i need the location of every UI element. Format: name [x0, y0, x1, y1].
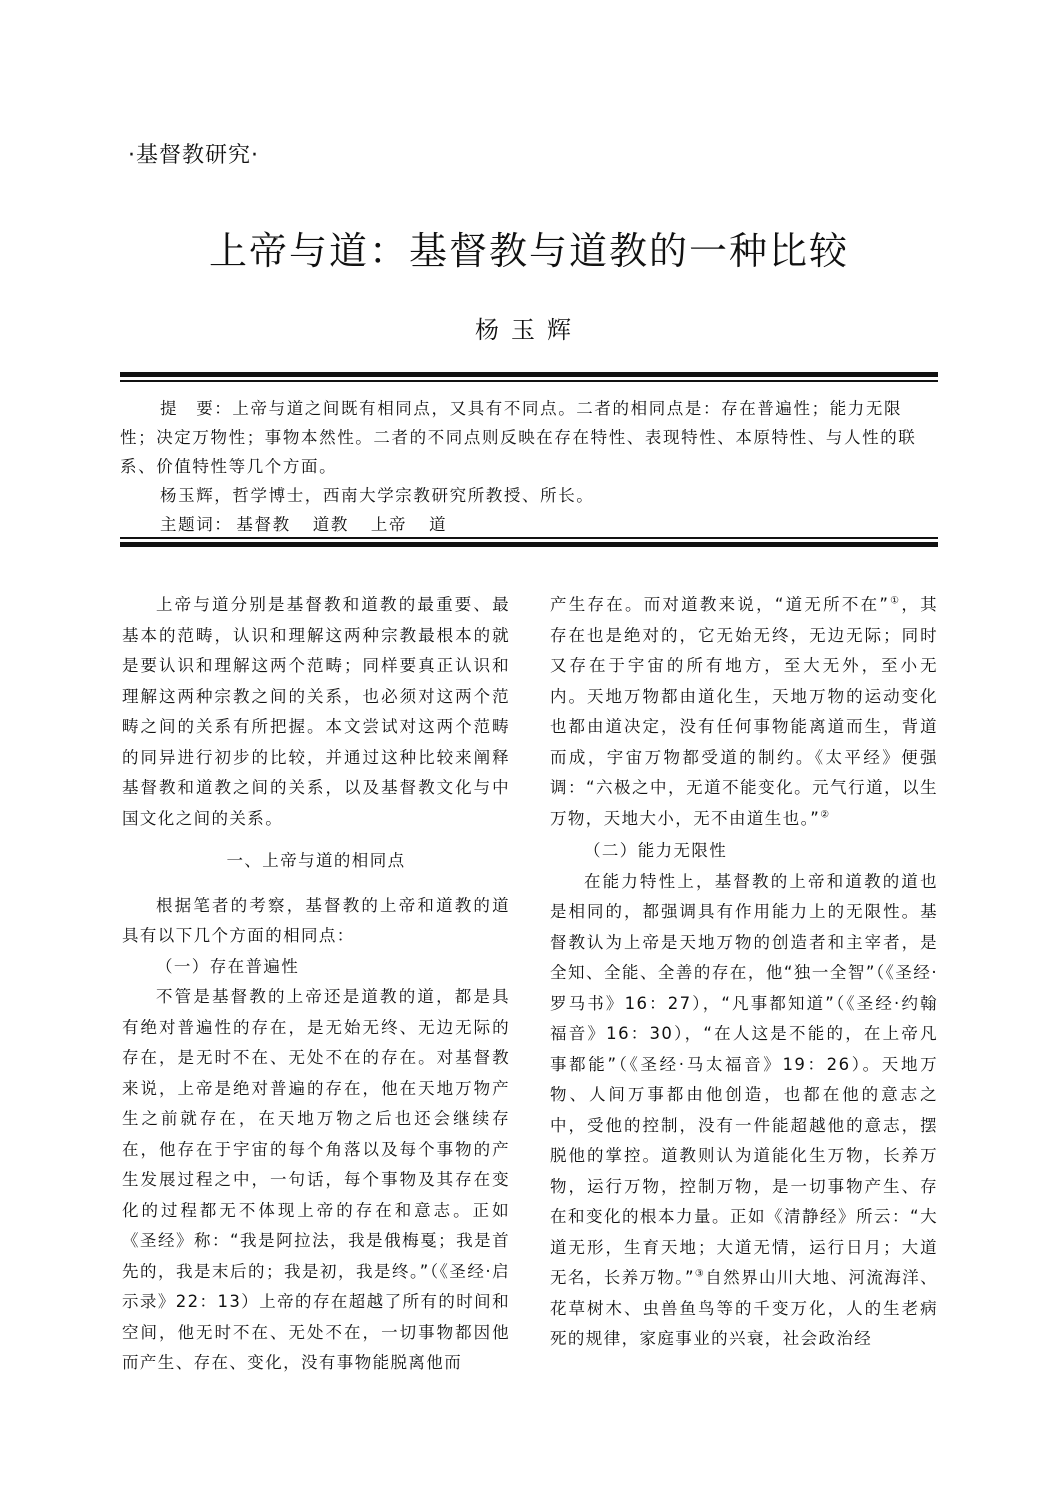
bottom-rule-thick	[120, 542, 938, 547]
abstract-summary: 提 要：上帝与道之间既有相同点，又具有不同点。二者的相同点是：存在普遍性；能力无限性；决定万物性；事物本然性。二者的不同点则反映在存在特性、表现特性、本原特性、与人性的联系、价值特性等几个方面。	[120, 399, 917, 476]
keyword: 道	[429, 515, 448, 534]
text-run: 在能力特性上，基督教的上帝和道教的道也是相同的，都强调具有作用能力上的无限性。基督教认为上帝是天地万物的创造者和主宰者，是全知、全能、全善的存在，他“独一全智”（《圣经·罗马书》16：27），“凡事都知道”（《圣经·约翰福音》16：30），“在人这是不能的，在上帝凡事都能”（《圣经·马太福音》19：26）。天地万物、人间万事都由他创造，也都在他的意志之中，受他的控制，没有一件能超越他的意志，摆脱他的掌控。道教则认为道能化生万物，长养万物，运行万物，控制万物，是一切事物产生、存在和变化的根本力量。正如《清静经》所云：“大道无形，生育天地；大道无情，运行日月；大道无名，长养万物。”	[550, 871, 938, 1287]
author-note: 杨玉辉，哲学博士，西南大学宗教研究所教授、所长。	[160, 486, 595, 505]
top-rule-thin	[120, 380, 938, 382]
body-column-right	[550, 590, 938, 1355]
top-rule-thick	[120, 372, 938, 377]
subsection-heading: （一）存在普遍性	[156, 956, 300, 976]
body-column-left	[122, 590, 510, 1379]
footnote-marker: ①	[889, 595, 902, 607]
keywords-label: 主题词：	[160, 515, 233, 534]
keywords-line	[120, 510, 938, 539]
bottom-rule-thin	[120, 537, 938, 539]
text-run: ，其存在也是绝对的，它无始无终，无边无际；同时又存在于宇宙的所有地方，至大无外，至小无内。天地万物都由道化生，天地万物的运动变化也都由道决定，没有任何事物能离道而生，背道而成，宇宙万物都受道的制约。《太平经》便强调：“六极之中，无道不能变化。元气行道，以生万物，天地大小，无不由道生也。”	[550, 595, 938, 828]
footnote-marker: ③	[694, 1268, 706, 1280]
keyword: 上帝	[370, 515, 408, 534]
keyword: 基督教	[236, 515, 291, 534]
article-title: 上帝与道：基督教与道教的一种比较	[208, 229, 849, 273]
text-run: 产生存在。而对道教来说，“道无所不在”	[550, 595, 890, 614]
subsection-heading: （二）能力无限性	[584, 841, 728, 860]
keyword: 道教	[312, 515, 349, 534]
author-name: 杨玉辉	[475, 316, 583, 344]
text-run: 自然界山川大地、河流海洋、花草树木、虫兽鱼鸟等的千变万化，人的生老病死的规律，家庭事业的兴衰，社会政治经	[550, 1268, 938, 1348]
footnote-marker: ②	[820, 809, 831, 820]
section-heading: 一、上帝与道的相同点	[226, 851, 406, 870]
section-intro-paragraph: 根据笔者的考察，基督教的上帝和道教的道具有以下几个方面的相同点：	[122, 895, 510, 945]
body-paragraph	[550, 867, 938, 1355]
body-paragraph-continued	[550, 590, 938, 834]
abstract-block	[120, 394, 938, 539]
column-tag: ·基督教研究·	[128, 143, 259, 168]
body-paragraph: 不管是基督教的上帝还是道教的道，都是具有绝对普遍性的存在，是无始无终、无边无际的存在，是无时不在、无处不在的存在。对基督教来说，上帝是绝对普遍的存在，他在天地万物产生之前就存在，在天地万物之后也还会继续存在，他存在于宇宙的每个角落以及每个事物的产生发展过程之中，一句话，每个事物及其存在变化的过程都无不体现上帝的存在和意志。正如《圣经》称：“我是阿拉法，我是俄梅戛；我是首先的，我是末后的；我是初，我是终。”（《圣经·启示录》22：13）上帝的存在超越了所有的时间和空间，他无时不在、无处不在，一切事物都因他而产生、存在、变化，没有事物能脱离他而	[122, 987, 510, 1372]
intro-paragraph: 上帝与道分别是基督教和道教的最重要、最基本的范畴，认识和理解这两种宗教最根本的就是要认识和理解这两个范畴；同样要真正认识和理解这两种宗教之间的关系，也必须对这两个范畴之间的关系有所把握。本文尝试对这两个范畴的同异进行初步的比较，并通过这种比较来阐释基督教和道教之间的关系，以及基督教文化与中国文化之间的关系。	[122, 595, 510, 828]
